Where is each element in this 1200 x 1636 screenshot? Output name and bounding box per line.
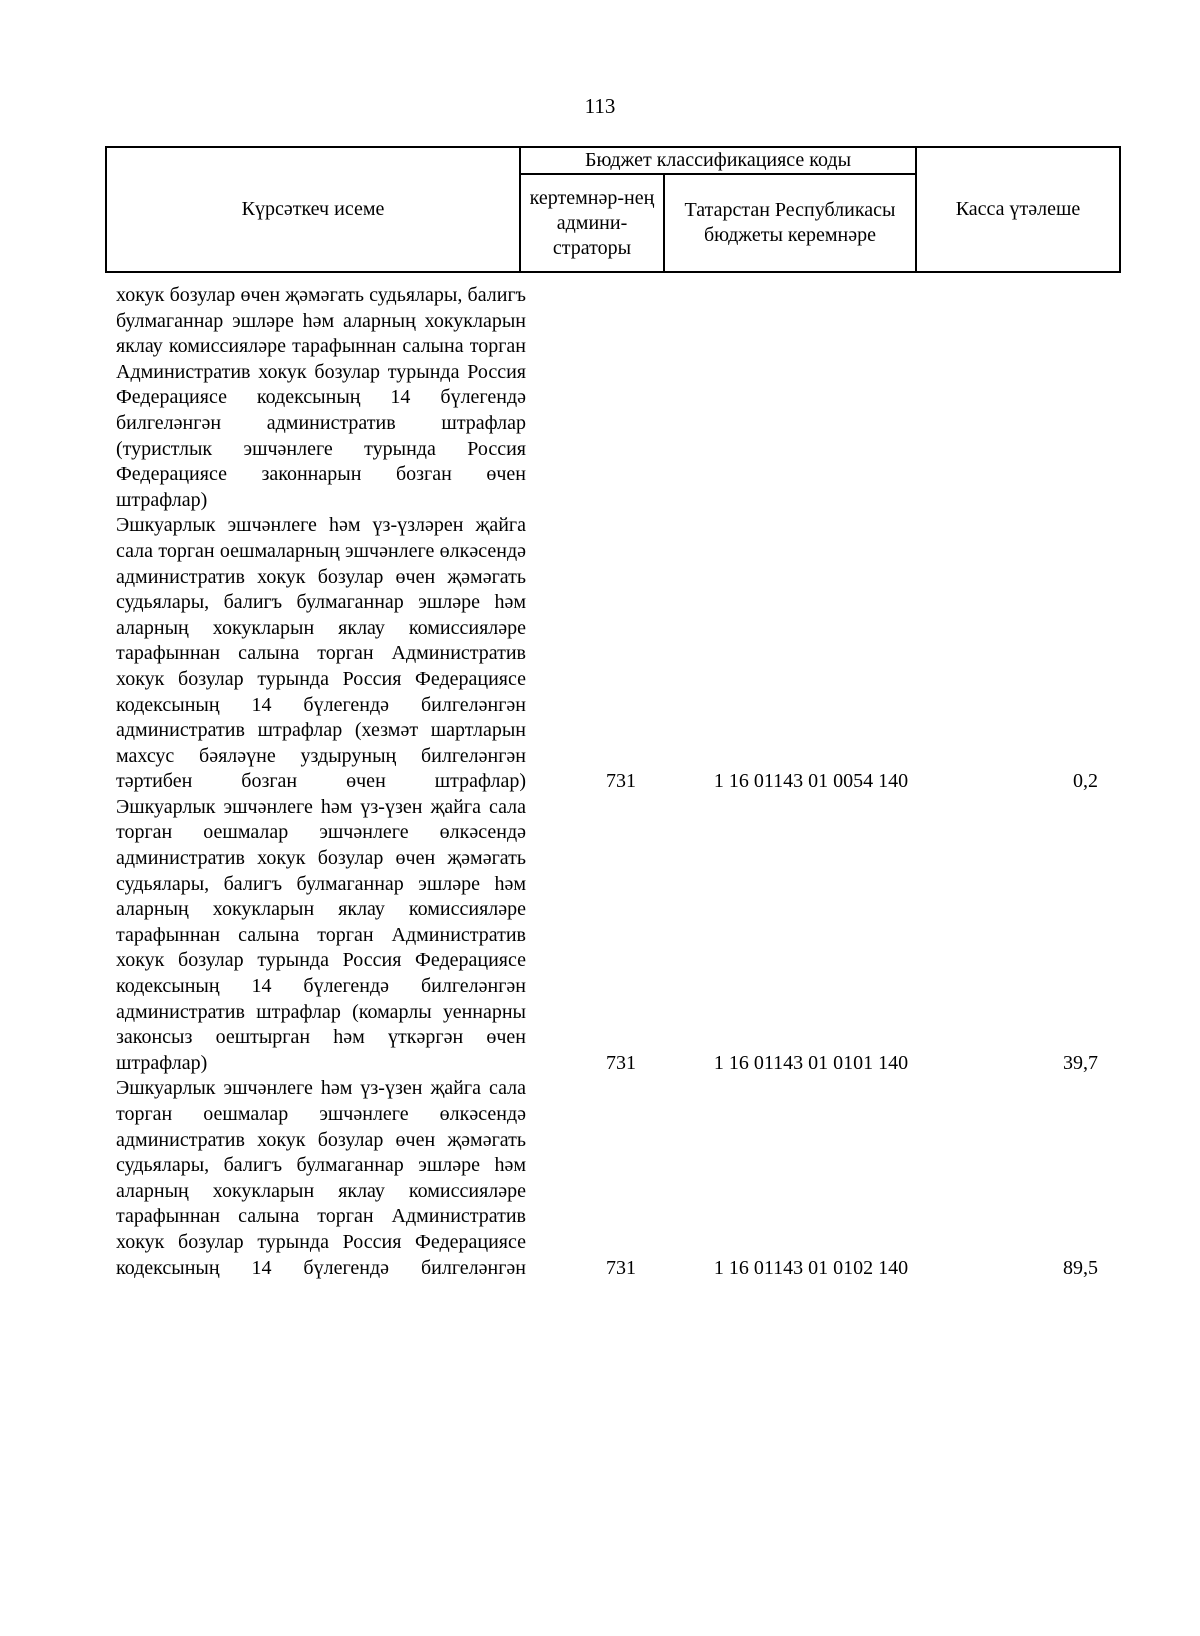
table-row — [116, 283, 1116, 513]
row-admin-code: 731 — [606, 770, 636, 793]
header-budget-classification: Бюджет классификациясе коды — [520, 147, 916, 174]
row-admin-code: 731 — [606, 1051, 636, 1074]
row-budget-code: 1 16 01143 01 0102 140 — [713, 1256, 909, 1279]
row-description: Эшкуарлык эшчәнлеге һәм үз-үзләрен җайга сала торган оешмаларның эшчәнлеге өлкәсендә административ хокук бозулар өчен җәмәгать судьялары, балигъ булмаганнар эшләре һәм аларның хокукларын яклау комиссияләре тарафыннан салына торган Административ хокук бозулар турында Россия Федерациясе кодексының 14 бүлегендә билгеләнгән административ штрафлар (хезмәт шартларын махсус бәяләүне уздыруның билгеләнгән тәртибен бозган өчен штрафлар) — [116, 514, 526, 793]
row-description: Эшкуарлык эшчәнлеге һәм үз-үзен җайга сала торган оешмалар эшчәнлеге өлкәсендә административ хокук бозулар өчен җәмәгать судьялары, балигъ булмаганнар эшләре һәм аларның хокукларын яклау комиссияләре тарафыннан салына торган Административ хокук бозулар турында Россия Федерациясе кодексының 14 бүлегендә билгеләнгән административ штрафлар (комарлы уеннарны законсыз оештырган һәм үткәргән өчен штрафлар) — [116, 795, 526, 1074]
row-amount: 89,5 — [1063, 1256, 1098, 1279]
row-amount: 0,2 — [1073, 770, 1098, 793]
table-header — [105, 146, 1121, 273]
row-budget-code: 1 16 01143 01 0101 140 — [713, 1051, 909, 1074]
row-amount: 39,7 — [1063, 1051, 1098, 1074]
row-description: Эшкуарлык эшчәнлеге һәм үз-үзен җайга сала торган оешмалар эшчәнлеге өлкәсендә административ хокук бозулар өчен җәмәгать судьялары, балигъ булмаганнар эшләре һәм аларның хокукларын яклау комиссияләре тарафыннан салына торган Административ хокук бозулар турында Россия Федерациясе кодексының 14 бүлегендә билгеләнгән — [116, 1077, 526, 1279]
header-tatarstan-revenues: Татарстан Республикасы бюджеты керемнәре — [664, 174, 916, 272]
row-budget-code: 1 16 01143 01 0054 140 — [713, 770, 909, 793]
table-row — [116, 1076, 1116, 1281]
page-number: 113 — [584, 94, 616, 118]
row-description: хокук бозулар өчен җәмәгать судьялары, балигъ булмаганнар эшләре һәм аларның хокукларын яклау комиссияләре тарафыннан салына торган Административ хокук бозулар турында Россия Федерациясе кодексының 14 бүлегендә билгеләнгән административ штрафлар (туристлык эшчәнлеге турында Россия Федерациясе законнарын бозган өчен штрафлар) — [116, 284, 526, 511]
table-row — [116, 795, 1116, 1077]
table-body — [116, 283, 1116, 1281]
header-indicator-name: Күрсәткеч исеме — [106, 147, 520, 272]
header-revenue-administrators: кертемнәр-нең админи-страторы — [520, 174, 664, 272]
table-row — [116, 513, 1116, 795]
row-admin-code: 731 — [606, 1256, 636, 1279]
header-cash-execution: Касса үтәлеше — [916, 147, 1120, 272]
